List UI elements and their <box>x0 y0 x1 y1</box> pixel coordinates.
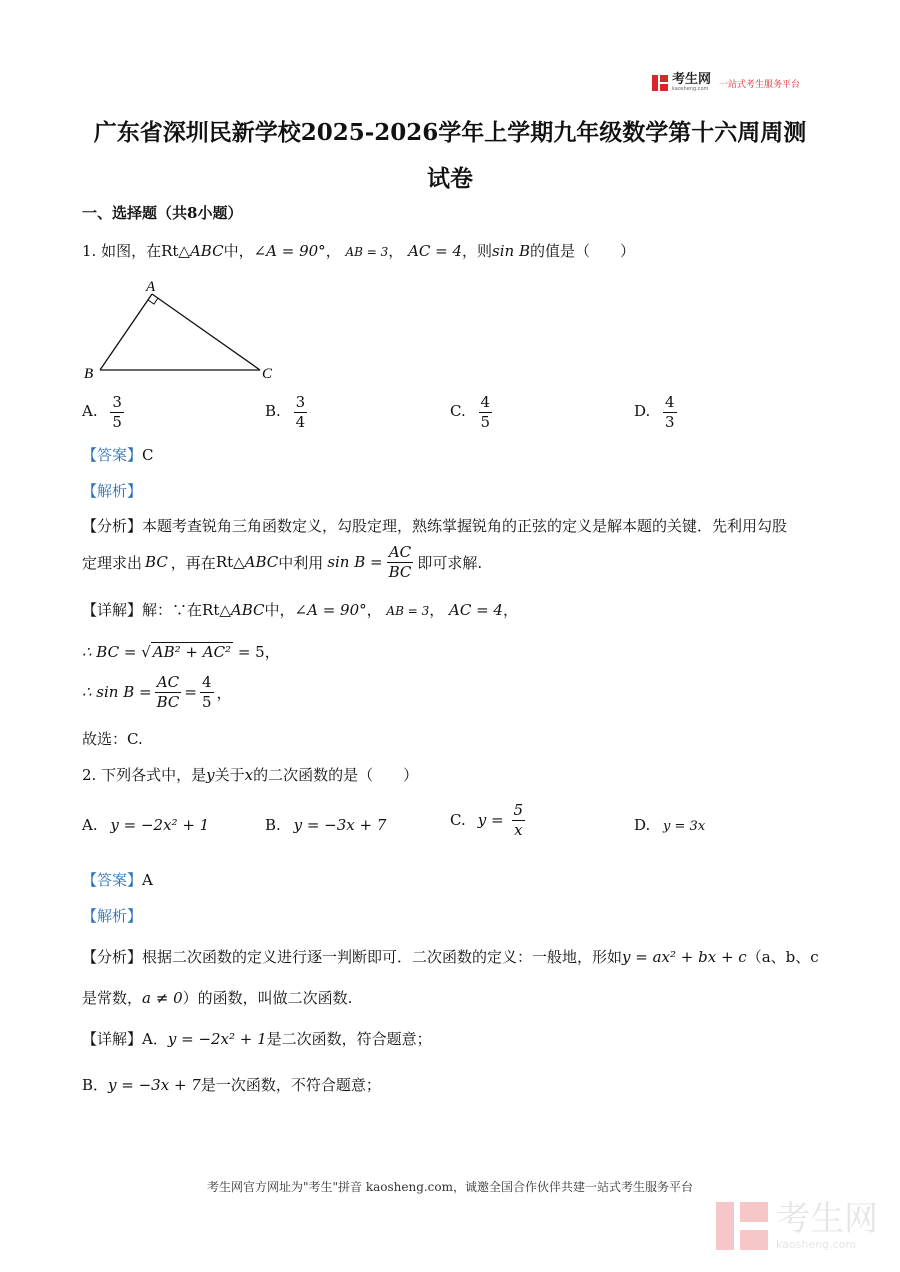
comma: ， <box>216 683 232 702</box>
logo-domain: kaosheng.com <box>672 86 709 92</box>
fenxi2-rt: Rt△ <box>215 553 245 571</box>
q1-answer <box>82 444 154 465</box>
detail-ac: AC = 4 <box>449 601 503 619</box>
option-label: D. <box>634 402 651 420</box>
q2-option-b <box>265 816 386 834</box>
equals: = <box>184 683 197 701</box>
q1-sinb: sin B <box>492 242 530 260</box>
q2-stem-a: 2. 下列各式中，是 <box>82 766 207 784</box>
q2-detail-b <box>82 1074 381 1095</box>
option-formula: y = −3x + 7 <box>293 816 387 834</box>
q2-stem-c: 的二次函数的是（ ） <box>253 766 419 784</box>
option-label: B. <box>265 816 281 834</box>
watermark-logo-icon <box>716 1202 768 1250</box>
logo-name: 考生网 <box>672 72 712 87</box>
vertex-b: B <box>84 366 94 382</box>
fenxi2-cond: a ≠ 0 <box>142 989 183 1007</box>
q2-option-d <box>634 816 705 834</box>
watermark-name: 考生网 <box>776 1199 878 1239</box>
answer-tag: 【答案】 <box>82 871 143 889</box>
detail-b: 是二次函数，符合题意； <box>266 1030 432 1048</box>
page-title-line1: 广东省深圳民新学校2025-2026学年上学期九年级数学第十六周周测 <box>93 119 807 146</box>
option-label: C. <box>450 402 466 420</box>
option-num: 4 <box>480 393 491 411</box>
q1-stem: 1. 如图，在Rt△ABC中，∠A = 90°， AB = 3， AC = 4，则sin B的值是（ ） <box>82 242 636 260</box>
answer-value: C <box>142 446 154 464</box>
option-label: D. <box>634 816 651 834</box>
triangle-side-ab <box>100 294 152 370</box>
fenxi2-c: 中利用 <box>278 553 324 572</box>
val-den: 5 <box>201 692 212 711</box>
q1-fenxi-line2 <box>82 544 482 580</box>
q1-choose: 故选：C. <box>82 730 143 748</box>
page-footer: 考生网官方网址为"考生"拼音 kaosheng.com，诚邀全国合作伙伴共建一站式考生服务平台 <box>206 1180 694 1194</box>
therefore-bc: ∴ BC = <box>82 643 137 661</box>
fenxi2-bc: BC <box>145 553 168 571</box>
answer-tag: 【答案】 <box>82 446 143 464</box>
q1-ask: 的值是（ ） <box>530 242 636 260</box>
detail-text: 解：∵在 <box>142 601 203 619</box>
detail-abc: ABC <box>230 601 265 619</box>
fenxi2-sinb: sin B = <box>327 553 383 571</box>
q1-abc: ABC <box>189 242 224 260</box>
option-label: C. <box>450 811 466 829</box>
q2-answer <box>82 869 153 890</box>
frac-num: AC <box>156 673 180 691</box>
detail-zhong: 中， <box>264 601 295 619</box>
logo-slogan: 一站式考生服务平台 <box>719 79 801 90</box>
fenxi2-d: 即可求解. <box>417 553 483 572</box>
detail-ab: AB = 3 <box>386 604 430 618</box>
option-formula: y = 3x <box>663 819 706 834</box>
frac-num: AC <box>388 543 412 561</box>
option-den: 5 <box>112 412 122 431</box>
q1-angle-a: ∠A = 90° <box>253 242 326 260</box>
detail-b-text: 是一次函数，不符合题意； <box>200 1076 381 1094</box>
fenxi-a: 根据二次函数的定义进行逐一判断即可．二次函数的定义：一般地，形如 <box>142 948 623 966</box>
q1-suffix: ，则 <box>462 242 493 260</box>
q2-x: x <box>244 766 254 784</box>
right-angle-mark <box>148 298 158 304</box>
option-num: 3 <box>295 393 306 411</box>
fenxi2-abc: ABC <box>244 553 279 571</box>
q1-therefore-sinb <box>82 674 232 710</box>
q2-fenxi-line2 <box>82 987 352 1008</box>
fenxi2-a: 定理求出 <box>82 553 143 572</box>
q2-fenxi <box>82 946 819 967</box>
fenxi-formula: y = ax² + bx + c <box>622 948 747 966</box>
q1-rt: Rt△ <box>161 242 190 260</box>
q1-zhong: 中， <box>223 242 254 260</box>
fenxi2-b: ，再在 <box>170 553 216 572</box>
q1-triangle-figure <box>80 278 290 386</box>
logo-icon <box>652 75 668 91</box>
detail-a: A． <box>142 1030 168 1048</box>
option-label: B. <box>265 402 281 420</box>
watermark-domain: kaosheng.com <box>776 1238 857 1251</box>
page-title-line2: 试卷 <box>427 165 473 192</box>
detail-tag: 【详解】 <box>82 1030 143 1048</box>
q1-fenxi <box>82 515 787 536</box>
fenxi2-b: ）的函数，叫做二次函数. <box>182 989 353 1007</box>
fenxi-tag: 【分析】 <box>82 517 143 535</box>
option-formula: y = −2x² + 1 <box>110 816 210 834</box>
detail-rt: Rt△ <box>202 601 231 619</box>
detail-b-label: B． <box>82 1076 109 1094</box>
option-label: A. <box>82 402 98 420</box>
q1-jiexi-tag: 【解析】 <box>82 482 143 500</box>
q1-option-c <box>450 394 492 430</box>
fenxi2-a: 是常数， <box>82 989 143 1007</box>
val-num: 4 <box>201 673 212 691</box>
q1-option-a <box>82 394 124 430</box>
frac-den: BC <box>388 562 412 581</box>
section-heading: 一、选择题（共8小题） <box>82 204 243 222</box>
q1-detail: 【详解】解：∵在Rt△ABC中，∠A = 90°， AB = 3， AC = 4， <box>82 601 518 619</box>
q2-option-c <box>450 802 525 838</box>
option-num: 5 <box>513 801 524 819</box>
option-den: 5 <box>480 412 491 431</box>
q1-stem-prefix: 1. 如图，在 <box>82 242 162 260</box>
vertex-a: A <box>146 279 156 295</box>
option-den: 4 <box>295 412 306 431</box>
option-num: 4 <box>665 393 675 411</box>
q2-stem-b: 关于 <box>214 766 245 784</box>
detail-tag: 【详解】 <box>82 601 143 619</box>
fenxi-text: 本题考查锐角三角函数定义，勾股定理，熟练掌握锐角的正弦的定义是解本题的关键．先利用勾股 <box>142 517 788 535</box>
q2-option-a <box>82 816 209 834</box>
detail-b-formula: y = −3x + 7 <box>108 1076 201 1094</box>
q2-jiexi-tag: 【解析】 <box>82 907 143 925</box>
q2-y: y <box>206 766 215 784</box>
option-num: 3 <box>112 393 122 411</box>
watermark <box>716 1200 878 1251</box>
therefore-bc-result: = 5， <box>237 643 280 661</box>
sqrt-content: AB² + AC² <box>152 643 232 661</box>
q1-option-d <box>634 394 677 430</box>
answer-value: A <box>142 871 153 889</box>
fenxi-b: （a、b、c <box>746 948 819 966</box>
option-den: x <box>514 820 523 839</box>
option-den: 3 <box>665 412 675 431</box>
q1-ab: AB = 3 <box>345 245 389 259</box>
q1-therefore-bc: ∴ BC = √ AB² + AC² = 5， <box>82 643 280 661</box>
q2-detail-a <box>82 1028 432 1049</box>
triangle-side-ac <box>152 294 260 370</box>
option-label: A. <box>82 816 98 834</box>
q2-stem <box>82 764 418 785</box>
vertex-c: C <box>262 366 273 382</box>
q1-ac: AC = 4 <box>408 242 463 260</box>
q1-option-b <box>265 394 307 430</box>
fenxi-tag: 【分析】 <box>82 948 143 966</box>
therefore-sinb: ∴ sin B = <box>82 683 152 701</box>
frac-den: BC <box>156 692 180 711</box>
detail-formula: y = −2x² + 1 <box>167 1030 267 1048</box>
header-logo <box>652 74 800 92</box>
option-formula: y = <box>477 811 504 829</box>
detail-angle: ∠A = 90° <box>294 601 367 619</box>
